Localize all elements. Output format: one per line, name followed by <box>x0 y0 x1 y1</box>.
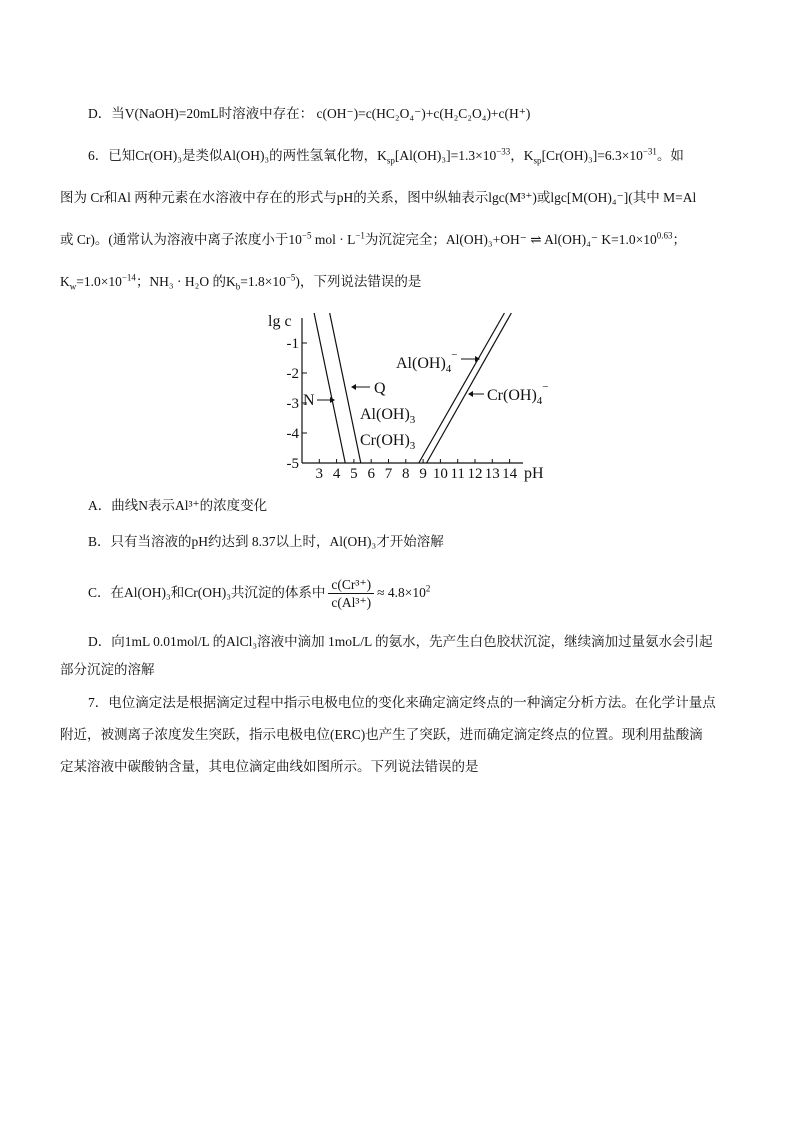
x-tick-label: 5 <box>350 466 358 482</box>
label-cr-oh4: $Cr(OH)_4^-$ <box>487 381 549 407</box>
x-tick-label: 11 <box>450 466 465 482</box>
ratio-denominator: c(Al³⁺) <box>331 595 372 611</box>
exponent: −31 <box>642 146 657 157</box>
q6-stem-line2: 图为 Cr和Al 两种元素在水溶液中存在的形式与pH的关系，图中纵轴表示lgc(M³⁺)或lgc[M(OH)₄⁻](其中 M=Al <box>60 190 697 205</box>
x-tick-label: 12 <box>467 466 483 482</box>
label-n: N <box>303 392 315 409</box>
q6-text: 或 Cr)。(通常认为溶液中离子浓度小于10 <box>60 232 302 247</box>
label-cr-oh3: $Cr(OH)_3$ <box>360 432 416 452</box>
q5-option-d-label: D．当V(NaOH)=20mL时溶液中存在： <box>88 106 314 121</box>
q6-text: [Cr(OH)₃]=6.3×10 <box>541 148 643 163</box>
q6-option-c <box>88 574 430 612</box>
arrowhead-cr-oh4 <box>468 391 473 397</box>
option-c-text: C．在Al(OH)₃和Cr(OH)₃共沉淀的体系中 <box>88 585 326 600</box>
x-tick-label: 8 <box>402 466 410 482</box>
ksp-subscript: sp <box>386 155 395 166</box>
q6-text: [Al(OH)₃]=1.3×10 <box>394 148 497 163</box>
exponent: −5 <box>301 230 312 241</box>
ph-concentration-chart <box>268 310 558 485</box>
exponent: −1 <box>355 230 365 241</box>
q6-stem-line4 <box>60 272 421 292</box>
q6-text: ； <box>672 232 686 247</box>
ksp-subscript: sp <box>533 155 542 166</box>
x-tick-label: 13 <box>484 466 500 482</box>
y-tick-label: -4 <box>286 426 299 442</box>
q6-stem-line3 <box>60 230 686 250</box>
exponent: −14 <box>121 272 136 283</box>
q6-option-a: A．曲线N表示Al³⁺的浓度变化 <box>88 498 268 513</box>
label-al-oh4: $Al(OH)_4^-$ <box>396 349 458 375</box>
x-tick-label: 4 <box>332 466 341 482</box>
q6-option-b: B．只有当溶液的pH约达到 8.37以上时，Al(OH)₃才开始溶解 <box>88 534 444 549</box>
arrowhead-q <box>351 384 356 390</box>
concentration-ratio <box>328 576 374 611</box>
x-tick-label: 10 <box>432 466 448 482</box>
y-tick-label: -5 <box>286 456 299 472</box>
q7-stem-line1: 7．电位滴定法是根据滴定过程中指示电极电位的变化来确定滴定终点的一种滴定分析方法。在化学计量点 <box>88 695 716 710</box>
x-tick-label: 9 <box>419 466 427 482</box>
y-axis-label: lg c <box>268 313 292 330</box>
q6-option-d-line1: D．向1mL 0.01mol/L 的AlCl₃溶液中滴加 1moL/L 的氨水，先产生白色胶状沉淀，继续滴加过量氨水会引起 <box>88 634 713 649</box>
x-tick-label: 14 <box>502 466 518 482</box>
label-q: Q <box>374 380 386 397</box>
exponent: 2 <box>425 583 431 594</box>
q5-option-d-expr: c(OH⁻)=c(HC₂O₄⁻)+c(H₂C₂O₄)+c(H⁺) <box>316 106 531 121</box>
y-tick-label: -3 <box>286 396 299 412</box>
q6-text: 为沉淀完全；Al(OH)₃+OH⁻ ⇌ Al(OH)₄⁻ K=1.0×10 <box>364 232 657 247</box>
curve-1 <box>330 313 361 463</box>
y-tick-label: -1 <box>286 336 299 352</box>
curve-0 <box>314 313 345 463</box>
label-al-oh3: $Al(OH)_3$ <box>360 406 416 426</box>
q6-text: =1.0×10 <box>76 274 122 289</box>
kb-subscript: b <box>235 281 241 292</box>
q6-option-d-line2: 部分沉淀的溶解 <box>60 662 155 677</box>
exponent: 0.63 <box>656 230 673 241</box>
q6-text: 6．已知Cr(OH)₃是类似Al(OH)₃的两性氢氧化物，K <box>88 148 387 163</box>
x-tick-label: 7 <box>384 466 393 482</box>
x-axis-label: pH <box>524 465 544 482</box>
q6-text: K <box>60 274 70 289</box>
exponent: −5 <box>285 272 296 283</box>
q7-stem-line2: 附近，被测离子浓度发生突跃，指示电极电位(ERC)也产生了突跃，进而确定滴定终点的位置。现利用盐酸滴 <box>60 727 703 742</box>
q6-stem-line1 <box>88 146 684 166</box>
ratio-numerator: c(Cr³⁺) <box>328 576 374 594</box>
x-tick-label: 6 <box>367 466 375 482</box>
q6-text: ；NH₃ · H₂O 的K <box>135 274 236 289</box>
option-c-value: ≈ 4.8×10 <box>377 585 426 600</box>
q6-text: ，K <box>510 148 534 163</box>
y-tick-label: -2 <box>286 366 299 382</box>
q6-text: 。如 <box>656 148 684 163</box>
q6-text: mol · L <box>311 232 356 247</box>
kw-subscript: w <box>69 281 77 292</box>
exponent: −33 <box>496 146 511 157</box>
q5-option-d <box>88 104 530 124</box>
q6-text: )，下列说法错误的是 <box>295 274 422 289</box>
x-tick-label: 3 <box>315 466 324 482</box>
q7-stem-line3: 定某溶液中碳酸钠含量，其电位滴定曲线如图所示。下列说法错误的是 <box>60 759 479 774</box>
q6-text: =1.8×10 <box>240 274 286 289</box>
